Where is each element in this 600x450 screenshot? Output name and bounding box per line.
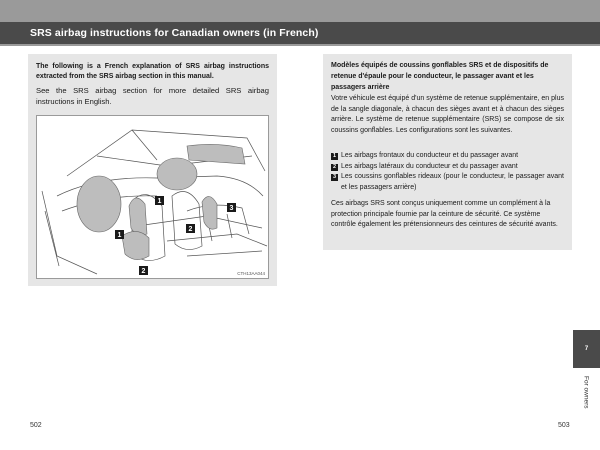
list-number-badge: 2 bbox=[332, 163, 337, 170]
list-number-badge: 1 bbox=[332, 153, 337, 159]
callout-1b: 1 bbox=[157, 198, 162, 205]
car-interior-drawing bbox=[37, 116, 268, 278]
list-item-text: Les coussins gonflables rideaux (pour le conducteur, le passager avant et les passagers arrière) bbox=[341, 173, 564, 191]
chapter-tab[interactable]: 7 bbox=[573, 330, 600, 368]
list-item-text: Les airbags latéraux du conducteur et du passager avant bbox=[341, 162, 518, 170]
section-footnote: Ces airbags SRS sont conçus uniquement comme un complément à la protection principale fournie par la ceinture de sécurité. Ce système contrôle également les prétensionneurs des ceintures de sécurité avants. bbox=[331, 200, 558, 229]
page-number-left: 502 bbox=[30, 422, 42, 429]
page-number-right: 503 bbox=[558, 422, 570, 429]
illustration-code: CTH13AA044 bbox=[237, 271, 265, 276]
list-item bbox=[331, 172, 564, 193]
page-title: SRS airbag instructions for Canadian owners (in French) bbox=[0, 22, 600, 44]
left-panel bbox=[28, 54, 277, 286]
intro-bold-text: The following is a French explanation of SRS airbag instructions extracted from the SRS airbag section in this manual. bbox=[36, 63, 269, 80]
section-body: Votre véhicule est équipé d'un système de retenue supplémentaire, en plus de la sangle diagonale, à chacun des sièges avant et à chacun des sièges arrière. Le système de retenue supplémentaire (SRS) se compose de six coussins gonflables. Les configurations sont les suivantes. bbox=[331, 95, 564, 134]
list-item bbox=[331, 151, 564, 162]
callout-2b: 2 bbox=[188, 226, 193, 233]
list-number-badge: 3 bbox=[332, 174, 337, 181]
list-item bbox=[331, 162, 564, 173]
chapter-label: For owners bbox=[582, 375, 590, 409]
right-panel bbox=[323, 54, 572, 250]
airbag-list bbox=[331, 151, 564, 193]
callout-2a: 2 bbox=[141, 268, 146, 275]
list-item-text: Les airbags frontaux du conducteur et du passager avant bbox=[341, 152, 519, 159]
intro-text: See the SRS airbag section for more detailed SRS airbag instructions in English. bbox=[36, 86, 269, 106]
callout-3: 3 bbox=[229, 205, 234, 212]
section-heading: Modèles équipés de coussins gonflables SRS et de dispositifs de retenue d'épaule pour le conducteur, le passager avant et les passagers arrière bbox=[331, 62, 549, 91]
airbag-illustration bbox=[36, 115, 269, 279]
callout-1a: 1 bbox=[117, 232, 122, 239]
